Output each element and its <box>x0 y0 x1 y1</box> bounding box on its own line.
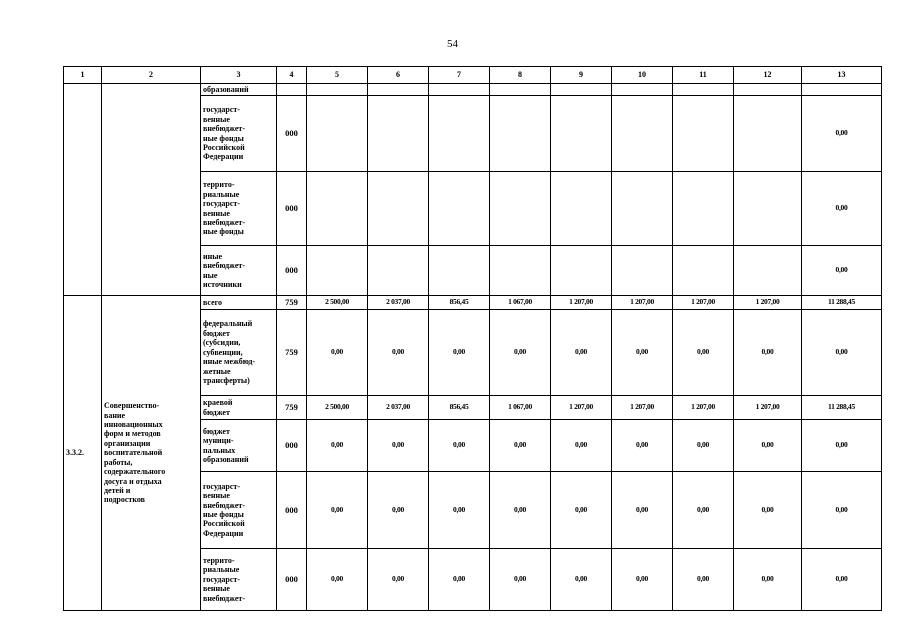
year-value-cell: 1 207,00 <box>734 296 802 310</box>
year-value-cell <box>612 96 673 172</box>
year-value-cell: 0,00 <box>673 310 734 396</box>
table-row <box>64 296 882 310</box>
funding-source-text: краевой бюджет <box>203 398 233 417</box>
year-value-cell <box>612 84 673 96</box>
budget-code-cell: 759 <box>277 396 307 420</box>
year-value-cell: 0,00 <box>368 310 429 396</box>
column-number-header: 11 <box>673 67 734 84</box>
program-name-text: Совершенство- вание инновационных форм и методов организации воспитательной работы, содержательного досуга и отдыха детей и подростков <box>104 401 166 505</box>
column-number-header: 7 <box>429 67 490 84</box>
block-3-3-2 <box>64 296 882 611</box>
year-value-cell <box>368 172 429 246</box>
year-value-cell: 0,00 <box>429 472 490 549</box>
funding-source-text: образований <box>203 84 249 94</box>
year-value-cell <box>490 96 551 172</box>
year-value-cell <box>551 246 612 296</box>
funding-source-cell <box>201 96 277 172</box>
year-value-cell: 0,00 <box>734 310 802 396</box>
column-number-header: 4 <box>277 67 307 84</box>
table-row <box>64 84 882 96</box>
budget-code-cell <box>277 84 307 96</box>
funding-source-cell <box>201 172 277 246</box>
total-value-cell: 0,00 <box>802 310 882 396</box>
funding-source-text: федеральный бюджет (субсидии, субвенции, иные межбюд- жетные трансферты) <box>203 319 256 386</box>
year-value-cell: 1 207,00 <box>673 396 734 420</box>
funding-source-cell <box>201 472 277 549</box>
program-code-cell: 3.3.2. <box>64 296 102 611</box>
funding-source-text: террито- риальные государст- венные внебюджет- <box>203 555 246 603</box>
total-value-cell: 0,00 <box>802 420 882 472</box>
year-value-cell: 0,00 <box>490 310 551 396</box>
year-value-cell: 0,00 <box>490 472 551 549</box>
funding-source-cell <box>201 310 277 396</box>
year-value-cell: 0,00 <box>368 420 429 472</box>
column-number-header: 3 <box>201 67 277 84</box>
year-value-cell: 0,00 <box>307 420 368 472</box>
year-value-cell <box>673 96 734 172</box>
year-value-cell: 2 037,00 <box>368 296 429 310</box>
year-value-cell: 0,00 <box>429 310 490 396</box>
funding-source-text: государст- венные внебюджет- ные фонды Российской Федерации <box>203 105 246 162</box>
budget-code-cell: 000 <box>277 420 307 472</box>
year-value-cell: 1 207,00 <box>673 296 734 310</box>
year-value-cell <box>307 84 368 96</box>
year-value-cell <box>429 172 490 246</box>
year-value-cell <box>734 84 802 96</box>
funding-source-text: государст- венные внебюджет- ные фонды Российской Федерации <box>203 481 246 538</box>
year-value-cell: 856,45 <box>429 296 490 310</box>
funding-source-text: террито- риальные государст- венные внебюджет- ные фонды <box>203 180 246 237</box>
funding-source-cell <box>201 549 277 611</box>
funding-source-cell <box>201 246 277 296</box>
year-value-cell <box>551 84 612 96</box>
program-name-cell <box>102 296 201 611</box>
total-value-cell: 0,00 <box>802 549 882 611</box>
year-value-cell <box>734 172 802 246</box>
year-value-cell: 1 207,00 <box>612 396 673 420</box>
year-value-cell <box>612 246 673 296</box>
continued-block <box>64 84 882 296</box>
year-value-cell <box>673 172 734 246</box>
column-number-header: 12 <box>734 67 802 84</box>
total-value-cell <box>802 84 882 96</box>
column-number-row <box>64 67 882 84</box>
year-value-cell <box>490 84 551 96</box>
year-value-cell <box>429 96 490 172</box>
year-value-cell <box>307 172 368 246</box>
year-value-cell <box>490 172 551 246</box>
funding-source-cell <box>201 420 277 472</box>
year-value-cell: 0,00 <box>734 472 802 549</box>
budget-code-cell: 000 <box>277 172 307 246</box>
year-value-cell <box>673 246 734 296</box>
funding-source-text: бюджет муници- пальных образований <box>203 426 249 464</box>
year-value-cell <box>368 246 429 296</box>
year-value-cell: 0,00 <box>368 472 429 549</box>
year-value-cell: 0,00 <box>612 472 673 549</box>
total-value-cell: 0,00 <box>802 96 882 172</box>
year-value-cell: 1 207,00 <box>734 396 802 420</box>
year-value-cell <box>551 172 612 246</box>
year-value-cell <box>307 246 368 296</box>
year-value-cell: 0,00 <box>307 472 368 549</box>
year-value-cell <box>734 246 802 296</box>
year-value-cell: 1 207,00 <box>551 396 612 420</box>
year-value-cell: 0,00 <box>551 310 612 396</box>
funding-source-cell <box>201 84 277 96</box>
total-value-cell: 11 288,45 <box>802 396 882 420</box>
year-value-cell: 1 207,00 <box>612 296 673 310</box>
year-value-cell <box>368 84 429 96</box>
budget-code-cell: 000 <box>277 246 307 296</box>
year-value-cell: 2 500,00 <box>307 396 368 420</box>
budget-code-cell: 000 <box>277 96 307 172</box>
column-number-header: 13 <box>802 67 882 84</box>
column-number-header: 9 <box>551 67 612 84</box>
year-value-cell: 0,00 <box>307 549 368 611</box>
year-value-cell: 0,00 <box>551 549 612 611</box>
year-value-cell: 2 500,00 <box>307 296 368 310</box>
year-value-cell: 0,00 <box>734 420 802 472</box>
year-value-cell: 0,00 <box>307 310 368 396</box>
year-value-cell: 0,00 <box>551 420 612 472</box>
year-value-cell: 1 207,00 <box>551 296 612 310</box>
year-value-cell <box>490 246 551 296</box>
year-value-cell: 856,45 <box>429 396 490 420</box>
budget-code-cell: 759 <box>277 310 307 396</box>
year-value-cell <box>429 84 490 96</box>
year-value-cell <box>307 96 368 172</box>
year-value-cell <box>734 96 802 172</box>
year-value-cell: 0,00 <box>490 549 551 611</box>
funding-source-cell <box>201 296 277 310</box>
year-value-cell: 0,00 <box>551 472 612 549</box>
year-value-cell <box>429 246 490 296</box>
column-number-header: 6 <box>368 67 429 84</box>
column-number-header: 2 <box>102 67 201 84</box>
year-value-cell: 1 067,00 <box>490 396 551 420</box>
year-value-cell: 0,00 <box>673 549 734 611</box>
total-value-cell: 0,00 <box>802 472 882 549</box>
year-value-cell: 0,00 <box>490 420 551 472</box>
column-number-header: 10 <box>612 67 673 84</box>
year-value-cell: 0,00 <box>612 310 673 396</box>
year-value-cell: 1 067,00 <box>490 296 551 310</box>
year-value-cell: 0,00 <box>429 549 490 611</box>
budget-code-cell: 000 <box>277 549 307 611</box>
year-value-cell: 2 037,00 <box>368 396 429 420</box>
budget-code-cell: 759 <box>277 296 307 310</box>
program-name-cell <box>102 84 201 296</box>
year-value-cell: 0,00 <box>368 549 429 611</box>
total-value-cell: 0,00 <box>802 246 882 296</box>
year-value-cell: 0,00 <box>734 549 802 611</box>
total-value-cell: 0,00 <box>802 172 882 246</box>
year-value-cell <box>673 84 734 96</box>
year-value-cell: 0,00 <box>429 420 490 472</box>
budget-table <box>63 66 882 611</box>
year-value-cell <box>368 96 429 172</box>
budget-code-cell: 000 <box>277 472 307 549</box>
year-value-cell: 0,00 <box>673 420 734 472</box>
funding-source-cell <box>201 396 277 420</box>
year-value-cell <box>612 172 673 246</box>
column-number-header: 8 <box>490 67 551 84</box>
column-number-header: 1 <box>64 67 102 84</box>
total-value-cell: 11 288,45 <box>802 296 882 310</box>
funding-source-text: иные внебюджет- ные источники <box>203 251 246 289</box>
page-number: 54 <box>447 38 458 50</box>
program-code-cell <box>64 84 102 296</box>
year-value-cell: 0,00 <box>673 472 734 549</box>
funding-source-text: всего <box>203 297 223 307</box>
year-value-cell <box>551 96 612 172</box>
year-value-cell: 0,00 <box>612 420 673 472</box>
year-value-cell: 0,00 <box>612 549 673 611</box>
column-number-header: 5 <box>307 67 368 84</box>
